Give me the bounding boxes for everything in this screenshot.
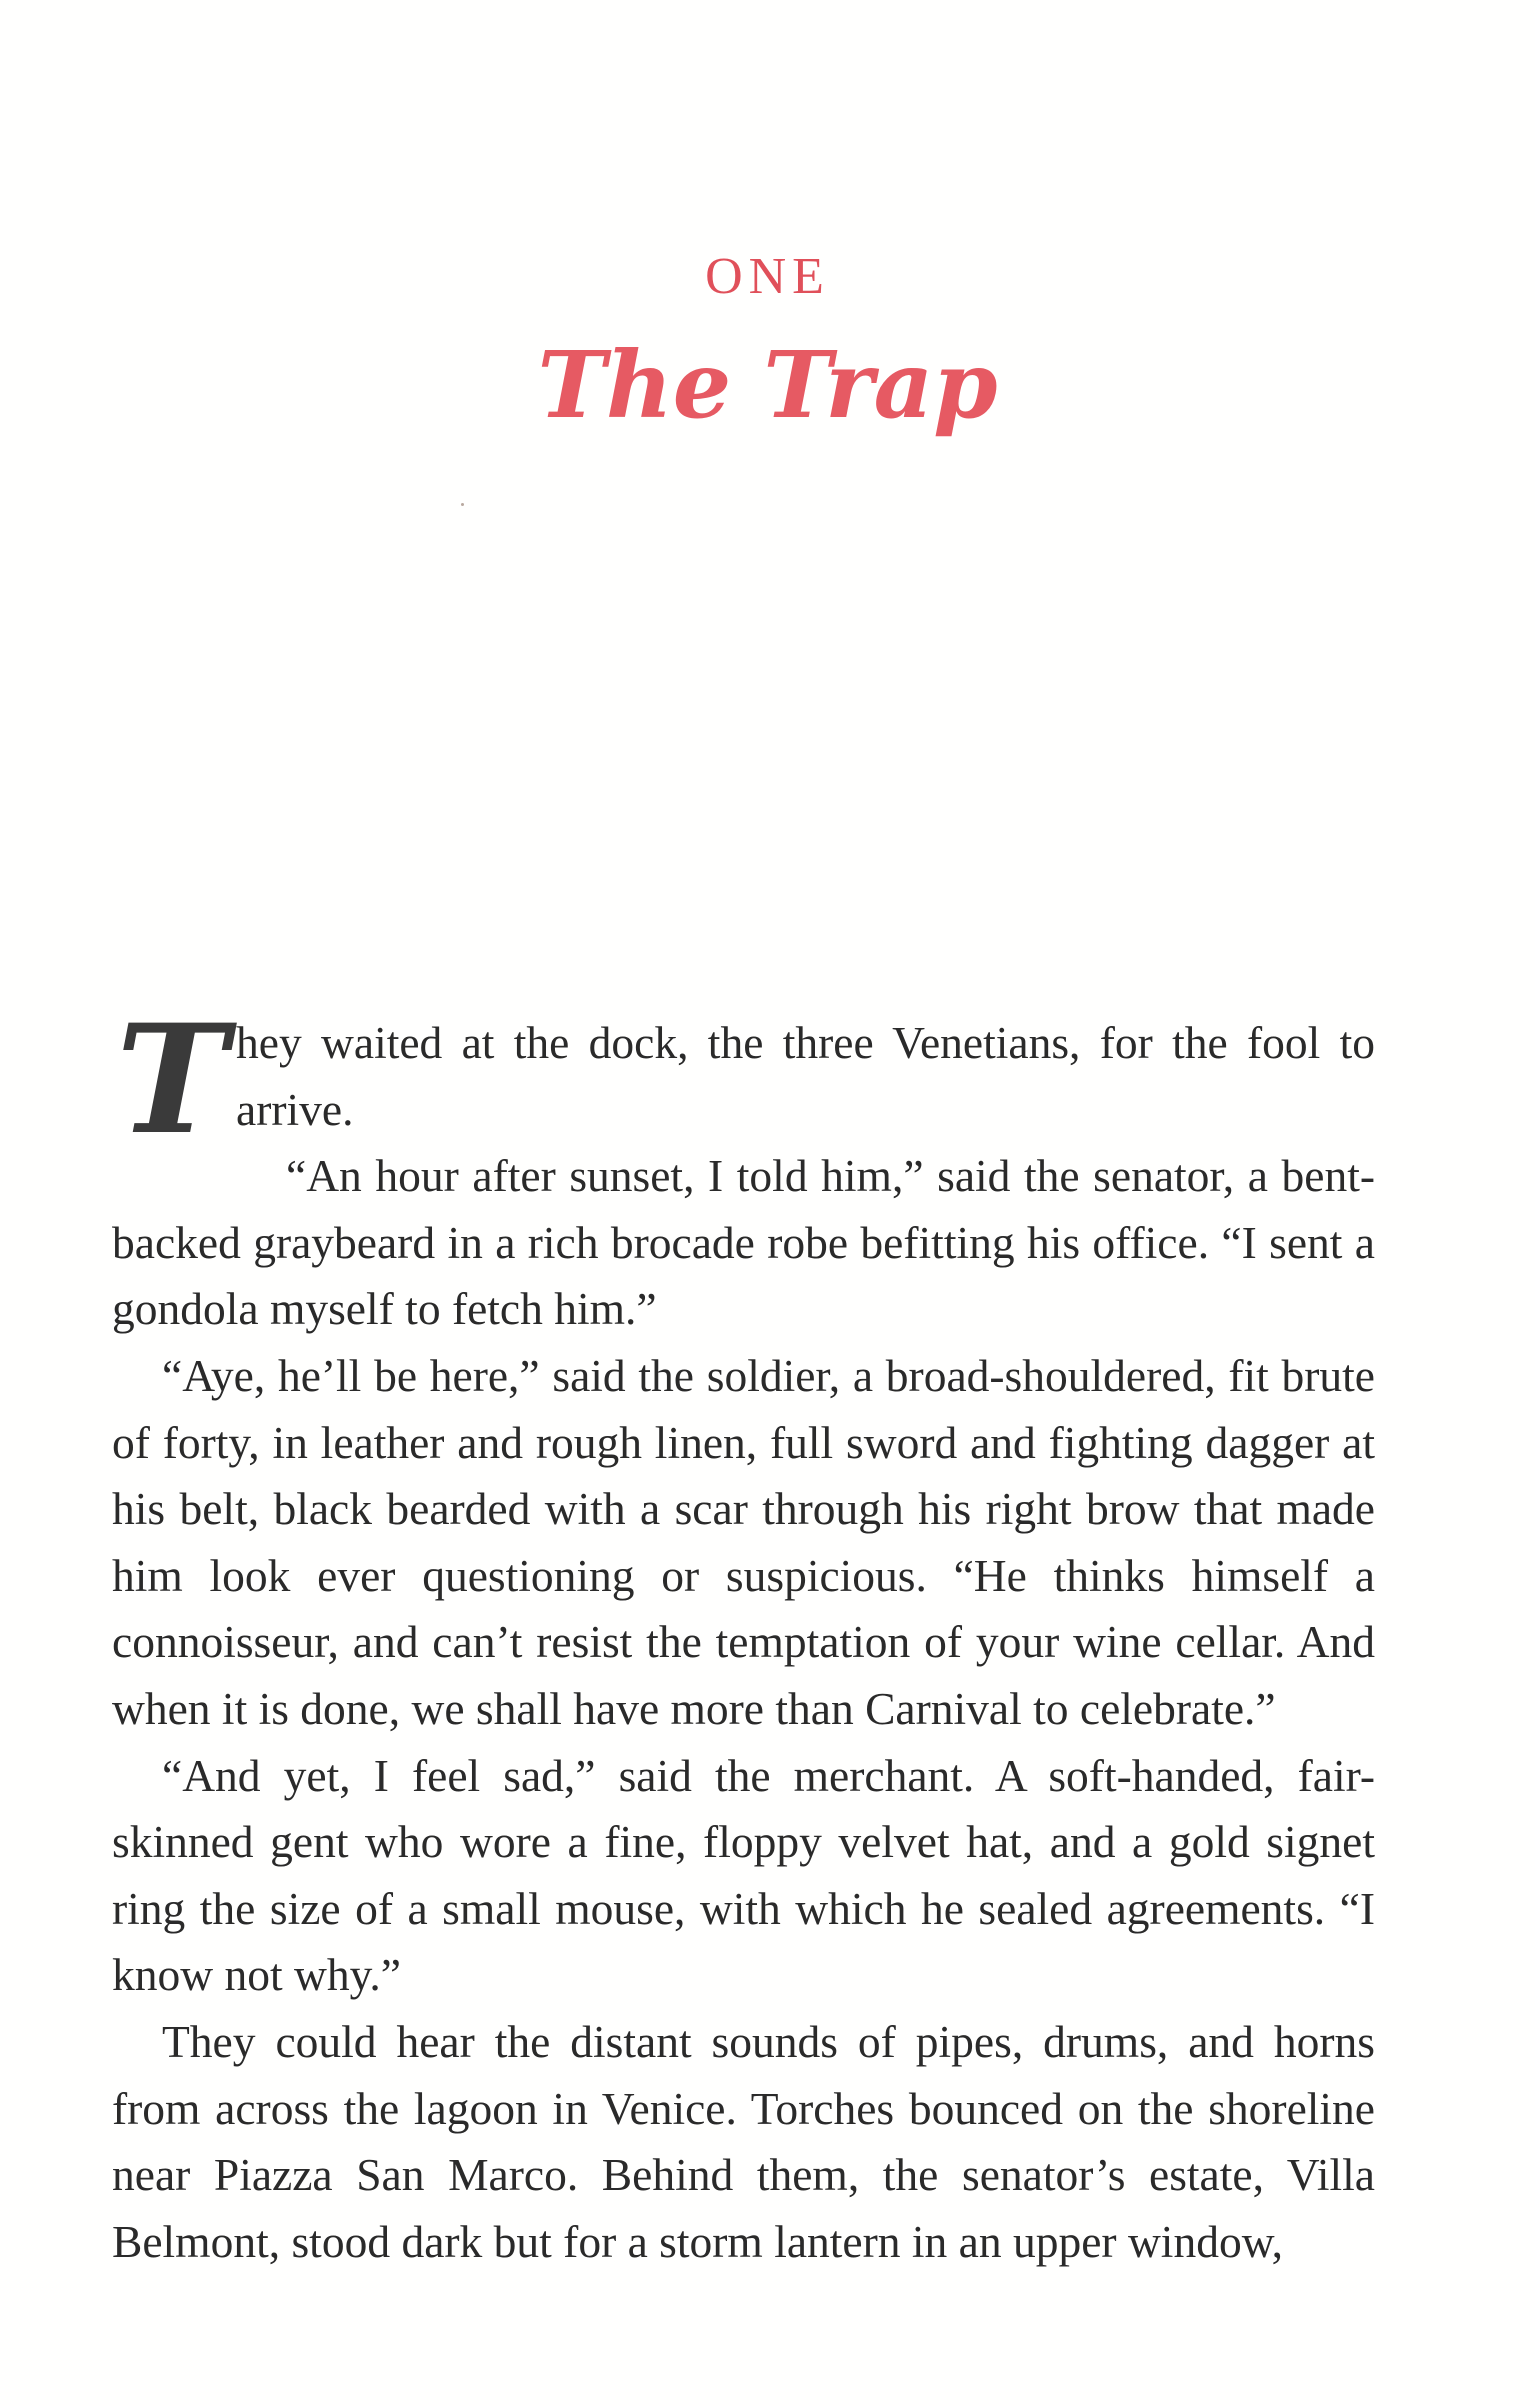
chapter-title: The Trap	[537, 331, 998, 439]
paragraph-3: “Aye, he’ll be here,” said the soldier, a broad-shouldered, fit brute of forty, in leather and rough linen, full sword and fighting dagger at his belt, black bearded with a scar through his right brow that made him look ever questioning or suspicious. “He thinks himself a connoisseur, and can’t resist the temptation of your wine cellar. And when it is done, we shall have more than Carnival to celebrate.”	[112, 1349, 1375, 1734]
paragraph-1-text: hey waited at the dock, the three Venetians, for the fool to arrive.	[236, 1017, 1375, 1135]
drop-cap: T	[116, 992, 228, 1168]
paragraph-1	[112, 992, 1375, 1168]
paragraph-5: They could hear the distant sounds of pipes, drums, and horns from across the lagoon in Venice. Torches bounced on the shoreline near Piazza San Marco. Behind them, the senator’s estate, Villa Belmont, stood dark but for a storm lantern in an upper window,	[112, 2015, 1375, 2267]
paragraph-4: “And yet, I feel sad,” said the merchant. A soft-handed, fair-skinned gent who wore a fine, floppy velvet hat, and a gold signet ring the size of a small mouse, with which he sealed agreements. “I know not why.”	[112, 1749, 1375, 2001]
chapter-number: ONE	[705, 248, 830, 305]
chapter-body	[112, 992, 1375, 2275]
paragraph-2: “An hour after sunset, I told him,” said the senator, a bent-backed graybeard in a rich brocade robe befitting his office. “I sent a gondola myself to fetch him.”	[112, 1150, 1375, 1335]
page-speck	[461, 503, 464, 506]
